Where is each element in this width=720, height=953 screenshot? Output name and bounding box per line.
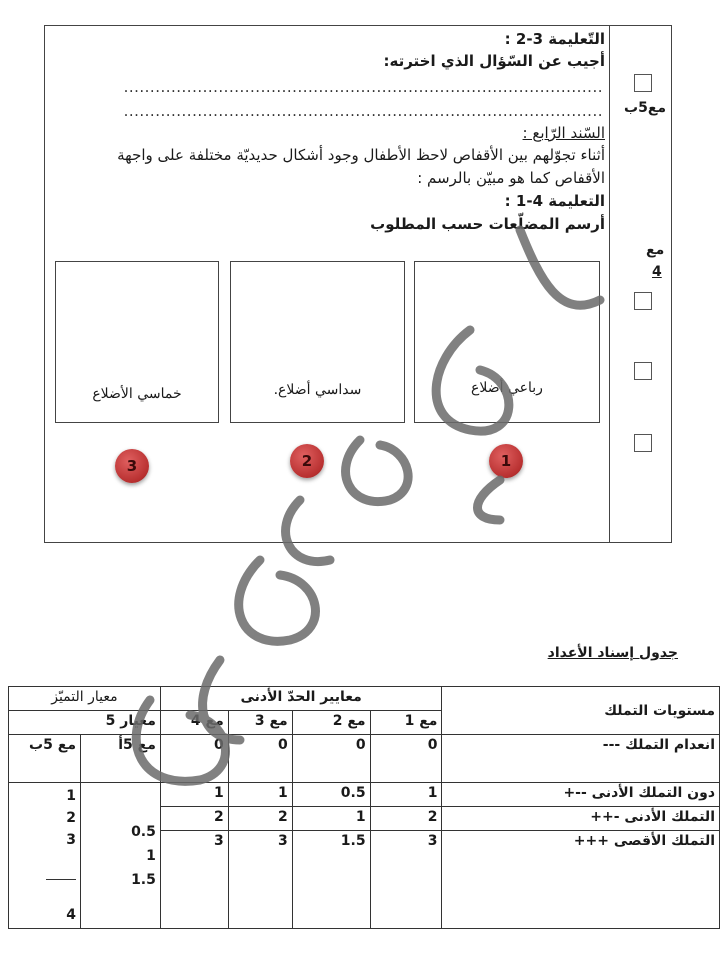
value-cell: 3 — [228, 831, 292, 929]
level-cell: التملك الأدنى -++ — [442, 807, 720, 831]
value-cell: 2 — [370, 807, 442, 831]
table-section-title: جدول إسناد الأعداد — [547, 645, 678, 661]
c5b-value: 3 — [46, 829, 76, 880]
answer-line-2[interactable]: ........................................................................................... — [123, 102, 603, 120]
level-cell: انعدام التملك --- — [442, 735, 720, 783]
instruction-2-3-question: أجيب عن السّؤال الذي اخترته: — [383, 52, 605, 70]
table-row — [9, 783, 720, 807]
value-cell: 0.5 — [292, 783, 370, 807]
criteria-column — [610, 25, 672, 543]
value-cell: 1 — [228, 783, 292, 807]
support-4-line-1: أثناء تجوّلهم بين الأقفاص لاحظ الأطفال وجود أشكال حديديّة مختلفة على واجهة — [117, 146, 605, 164]
value-cell: 2 — [228, 807, 292, 831]
value-cell: 1 — [370, 783, 442, 807]
instruction-4-1-title: التعليمة 4-1 : — [504, 192, 605, 210]
c5b-values — [9, 783, 81, 929]
header-c2: مع 2 — [292, 711, 370, 735]
checkbox-criterion-4-1[interactable] — [634, 292, 652, 310]
value-cell: 1 — [292, 807, 370, 831]
value-cell: 2 — [160, 807, 228, 831]
answer-line-1[interactable]: ........................................................................................... — [123, 78, 603, 96]
hexagon-drawing-box[interactable] — [230, 261, 405, 423]
c5a-value: 0.5 — [131, 823, 156, 840]
levels-header: مستويات التملك — [442, 687, 720, 735]
instruction-2-3-title: التّعليمة 3-2 : — [504, 30, 605, 48]
criterion-4-label-a: مع — [646, 242, 665, 258]
header-c3: مع 3 — [228, 711, 292, 735]
checkbox-criterion-5b[interactable] — [634, 74, 652, 92]
min-criteria-header: معايير الحدّ الأدنى — [160, 687, 442, 711]
level-cell: دون التملك الأدنى --+ — [442, 783, 720, 807]
support-4-line-2: الأقفاص كما هو مبيّن بالرسم : — [417, 169, 605, 187]
c5a-value: 1.5 — [131, 871, 156, 888]
c5a-value: 1 — [146, 847, 156, 864]
hexagon-label: سداسي أضلاع. — [273, 382, 362, 398]
c5a-values — [80, 783, 160, 929]
c5b-value: 4 — [66, 907, 76, 923]
checkbox-criterion-4-2[interactable] — [634, 362, 652, 380]
value-cell: 0 — [292, 735, 370, 783]
quadrilateral-label: رباعي أضلاع — [471, 380, 543, 396]
c5b-value: 2 — [66, 810, 76, 826]
header-c4: مع 4 — [160, 711, 228, 735]
checkbox-criterion-4-3[interactable] — [634, 434, 652, 452]
criterion-4-label-b: 4 — [652, 264, 662, 280]
instruction-4-1-task: أرسم المضلّعات حسب المطلوب — [370, 215, 605, 233]
table-row — [9, 735, 720, 783]
quadrilateral-drawing-box[interactable] — [414, 261, 600, 423]
value-cell: 0 — [160, 735, 228, 783]
value-cell: 0 — [370, 735, 442, 783]
badge-3: 3 — [115, 449, 149, 483]
grading-table — [8, 686, 720, 926]
excellence-header: معيار التميّز — [9, 687, 161, 711]
pentagon-drawing-box[interactable] — [55, 261, 219, 423]
pentagon-label: خماسي الأضلاع — [92, 386, 182, 402]
level-cell: التملك الأقصى +++ — [442, 831, 720, 929]
header-c5b: مع 5ب — [9, 735, 81, 783]
exercise-box — [44, 25, 610, 543]
header-c5: معيار 5 — [9, 711, 161, 735]
value-cell: 0 — [228, 735, 292, 783]
c5b-value: 1 — [66, 788, 76, 804]
value-cell: 1.5 — [292, 831, 370, 929]
header-c5a: مع 5أ — [80, 735, 160, 783]
value-cell: 3 — [370, 831, 442, 929]
support-4-title: السّند الرّابع : — [522, 124, 605, 142]
badge-1: 1 — [489, 444, 523, 478]
badge-2: 2 — [290, 444, 324, 478]
value-cell: 3 — [160, 831, 228, 929]
value-cell: 1 — [160, 783, 228, 807]
criterion-5b-label: مع5ب — [624, 100, 667, 116]
header-c1: مع 1 — [370, 711, 442, 735]
